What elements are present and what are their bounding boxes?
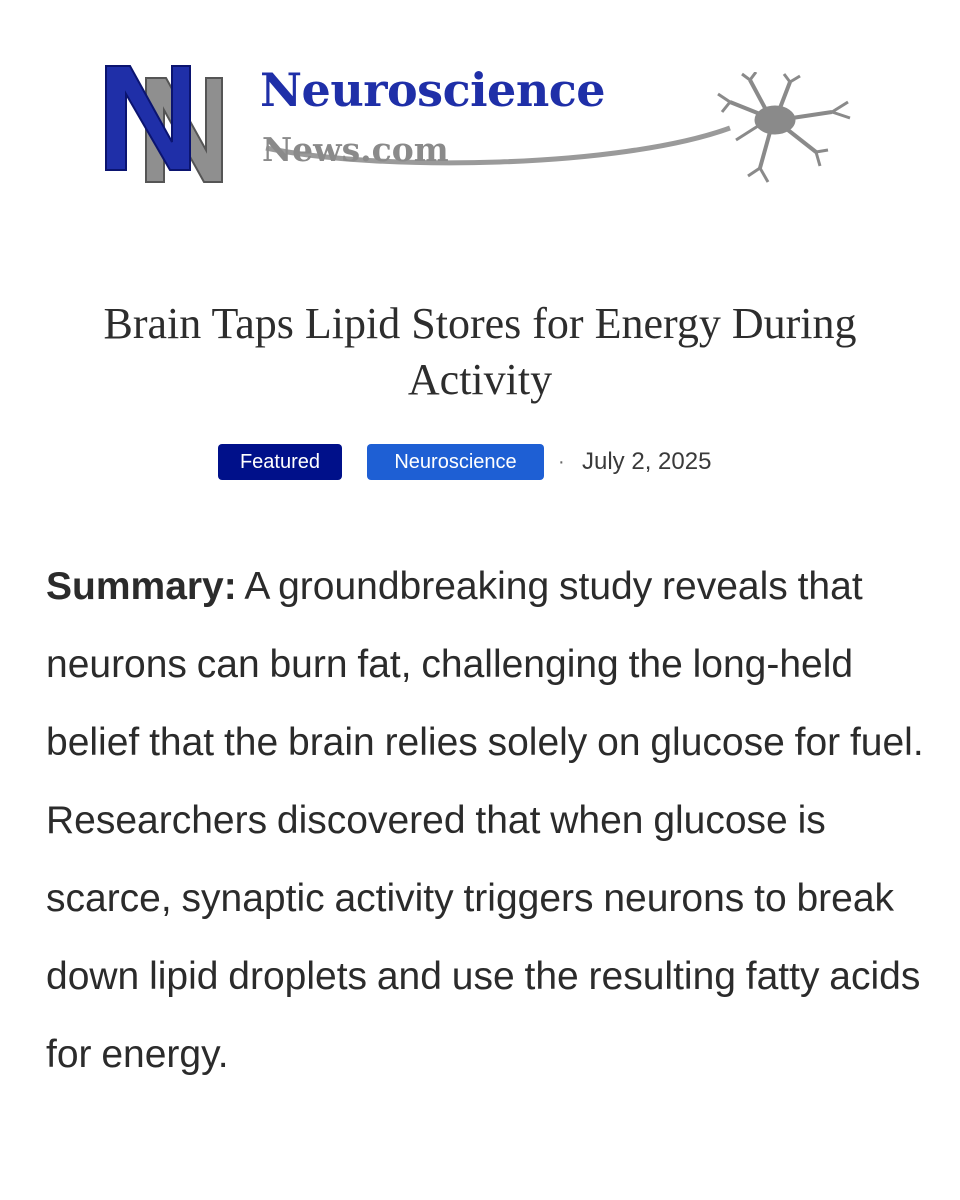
summary-text: A groundbreaking study reveals that neurons can burn fat, challenging the long-held belief that the brain relies solely on glucose for fuel. Researchers discovered that when glucose is scarce, synaptic activity triggers neurons to break down lipid droplets and use the resulting fatty acids for energy. xyxy=(46,565,924,1076)
meta-separator: · xyxy=(558,451,565,473)
site-logo[interactable] xyxy=(102,52,862,192)
article-meta xyxy=(0,444,960,484)
summary-label: Summary: xyxy=(46,565,237,608)
logo-title: Neuroscience xyxy=(260,63,606,117)
publish-date: July 2, 2025 xyxy=(582,448,712,475)
tag-featured[interactable]: Featured xyxy=(218,444,342,480)
tag-neuroscience[interactable]: Neuroscience xyxy=(367,444,544,480)
article-title: Brain Taps Lipid Stores for Energy During Activity xyxy=(103,299,857,404)
logo-subtitle: News.com xyxy=(262,130,449,169)
nn-logo-mark xyxy=(102,58,252,186)
article-summary xyxy=(46,548,926,1094)
